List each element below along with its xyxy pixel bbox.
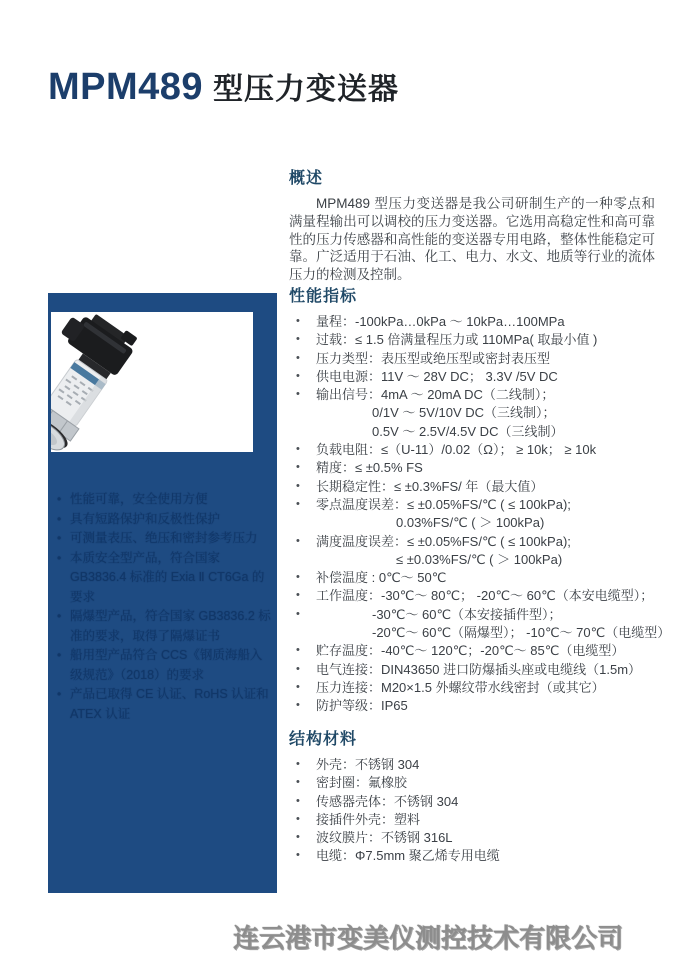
material-text: 外壳：不锈钢 304	[316, 757, 420, 772]
spec-text: 压力连接：M20×1.5 外螺纹带水线密封（或其它）	[316, 679, 605, 695]
spec-item	[289, 661, 655, 679]
material-text: 波纹膜片：不锈钢 316L	[316, 830, 453, 846]
materials-section	[289, 726, 655, 866]
spec-item	[289, 459, 655, 477]
spec-text: 精度：≤ ±0.5% FS	[316, 460, 423, 476]
spec-text: 0.5V ～ 2.5V/4.5V DC（三线制）	[372, 423, 564, 439]
pressure-transmitter-illustration	[51, 312, 253, 452]
spec-text: 过载：≤ 1.5 倍满量程压力或 110MPa( 取最小值 )	[316, 332, 598, 348]
spec-item	[289, 642, 655, 660]
product-type-name: 型压力变送器	[213, 73, 400, 106]
bullet-icon: •	[296, 758, 300, 770]
bullet-icon: •	[57, 531, 62, 545]
spec-item	[289, 606, 655, 624]
materials-heading: 结构材料	[289, 731, 358, 748]
feature-text: 可测量表压、绝压和密封参考压力	[70, 531, 258, 545]
material-item	[289, 847, 655, 865]
bullet-icon: •	[296, 571, 300, 584]
product-photo	[51, 312, 253, 452]
spec-text: 输出信号：4mA ～ 20mA DC（二线制）；	[316, 387, 555, 403]
bullet-icon: •	[296, 443, 300, 456]
bullet-icon: •	[296, 315, 300, 327]
spec-item	[289, 331, 655, 349]
bullet-icon: •	[296, 662, 300, 675]
spec-text: 长期稳定性：≤ ±0.3%FS/ 年（最大值）	[316, 478, 544, 494]
spec-text: 工作温度：-30℃～ 80℃； -20℃～ 60℃（本安电缆型）；	[316, 588, 654, 604]
feature-item	[48, 549, 272, 608]
bullet-icon: •	[296, 497, 300, 510]
feature-text: 隔爆型产品，符合国家 GB3836.2 标准的要求，取得了隔爆证书	[70, 609, 271, 643]
materials-list	[289, 756, 655, 866]
company-watermark: 连云港市变美仪测控技术有限公司	[233, 923, 624, 953]
spec-item	[289, 350, 655, 368]
bullet-icon: •	[296, 776, 300, 789]
spec-item	[289, 441, 655, 459]
bullet-icon: •	[57, 550, 62, 565]
bullet-icon: •	[296, 589, 300, 602]
feature-item	[48, 646, 272, 685]
spec-text: 供电电源：11V ～ 28V DC； 3.3V /5V DC	[316, 368, 558, 384]
specs-section	[289, 283, 671, 716]
bullet-icon: •	[57, 648, 62, 662]
bullet-icon: •	[296, 479, 300, 492]
specs-heading: 性能指标	[289, 288, 358, 305]
spec-text: -30℃～ 60℃（本安接插件型）；	[372, 606, 562, 622]
spec-item	[289, 697, 655, 715]
spec-item	[289, 587, 655, 605]
bullet-icon: •	[296, 369, 300, 382]
feature-item	[48, 490, 272, 510]
feature-text: 性能可靠，安全使用方便	[70, 492, 208, 506]
spec-text: 电气连接：DIN43650 进口防爆插头座或电缆线（1.5m）	[316, 661, 642, 677]
spec-text: 负载电阻：≤（U-11）/0.02（Ω）； ≥ 10k； ≥ 10k	[316, 442, 597, 458]
spec-item	[289, 551, 655, 569]
spec-text: 0/1V ～ 5V/10V DC（三线制）；	[372, 405, 556, 421]
spec-item	[289, 478, 655, 496]
material-text: 接插件外壳：塑料	[316, 811, 421, 827]
bullet-icon: •	[57, 609, 62, 623]
spec-text: 0.03%FS/℃ ( ＞ 100kPa)	[396, 515, 545, 531]
bullet-icon: •	[296, 849, 300, 862]
spec-list	[289, 313, 671, 716]
spec-item	[289, 569, 655, 587]
spec-text: 压力类型：表压型或绝压型或密封表压型	[316, 350, 551, 366]
overview-section	[289, 165, 655, 284]
spec-item	[289, 404, 655, 422]
feature-text: 具有短路保护和反极性保护	[70, 511, 221, 526]
bullet-icon: •	[296, 644, 300, 657]
material-item	[289, 756, 655, 774]
bullet-icon: •	[296, 831, 300, 844]
spec-text: -20℃～ 60℃（隔爆型）； -10℃～ 70℃（电缆型）	[372, 625, 671, 641]
overview-heading: 概述	[289, 170, 324, 187]
bullet-icon: •	[296, 607, 300, 620]
feature-item	[48, 607, 272, 646]
spec-item	[289, 624, 671, 642]
bullet-icon: •	[57, 687, 62, 701]
spec-item	[289, 368, 655, 386]
spec-text: 补偿温度 : 0℃～ 50℃	[316, 570, 447, 586]
product-side-panel	[48, 293, 277, 893]
product-model: MPM489	[48, 66, 204, 108]
bullet-icon: •	[296, 794, 300, 807]
bullet-icon: •	[296, 351, 300, 364]
bullet-icon: •	[296, 680, 300, 693]
spec-text: 零点温度误差：≤ ±0.05%FS/℃ ( ≤ 100kPa);	[316, 496, 571, 512]
feature-item	[48, 510, 272, 530]
spec-text: ≤ ±0.03%FS/℃ ( ＞ 100kPa)	[396, 551, 563, 567]
feature-text: 产品已取得 CE 认证、RoHS 认证和 ATEX 认证	[70, 687, 269, 721]
bullet-icon: •	[296, 461, 300, 474]
spec-item	[289, 514, 655, 532]
material-item	[289, 793, 655, 811]
feature-list	[48, 490, 272, 724]
spec-item	[289, 423, 655, 441]
spec-text: 贮存温度：-40℃～ 120℃；-20℃～ 85℃（电缆型）	[316, 643, 625, 659]
bullet-icon: •	[296, 333, 300, 346]
page-title	[48, 64, 399, 109]
spec-item	[289, 533, 655, 551]
material-text: 密封圈：氟橡胶	[316, 775, 408, 791]
spec-text: 防护等级：IP65	[316, 698, 408, 714]
bullet-icon: •	[296, 534, 300, 547]
material-item	[289, 829, 655, 847]
bullet-icon: •	[296, 699, 300, 712]
overview-paragraph: MPM489 型压力变送器是我公司研制生产的一种零点和满量程输出可以调校的压力变送器。它选用高稳定性和高可靠性的压力传感器和高性能的变送器专用电路，整体性能稳定可靠。广泛适用于石油、化工、电力、水文、地质等行业的流体压力的检测及控制。	[289, 196, 655, 283]
spec-item	[289, 679, 655, 697]
spec-item	[289, 496, 655, 514]
feature-item	[48, 685, 272, 724]
feature-text: 本质安全型产品，符合国家 GB3836.4 标准的 Exia Ⅱ CT6Ga 的要求	[70, 550, 265, 604]
feature-item	[48, 529, 272, 549]
material-item	[289, 811, 655, 829]
material-text: 传感器壳体：不锈钢 304	[316, 793, 459, 809]
material-text: 电缆：Φ7.5mm 聚乙烯专用电缆	[316, 848, 500, 864]
spec-text: 量程：-100kPa…0kPa ～ 10kPa…100MPa	[316, 314, 565, 329]
bullet-icon: •	[296, 812, 300, 825]
spec-item	[289, 313, 655, 331]
spec-item	[289, 386, 655, 404]
material-item	[289, 774, 655, 792]
bullet-icon: •	[57, 511, 62, 526]
feature-text: 船用型产品符合 CCS《钢质海船入级规范》（2018）的要求	[70, 648, 263, 682]
bullet-icon: •	[296, 388, 300, 401]
spec-text: 满度温度误差：≤ ±0.05%FS/℃ ( ≤ 100kPa);	[316, 533, 571, 549]
bullet-icon: •	[57, 492, 62, 506]
